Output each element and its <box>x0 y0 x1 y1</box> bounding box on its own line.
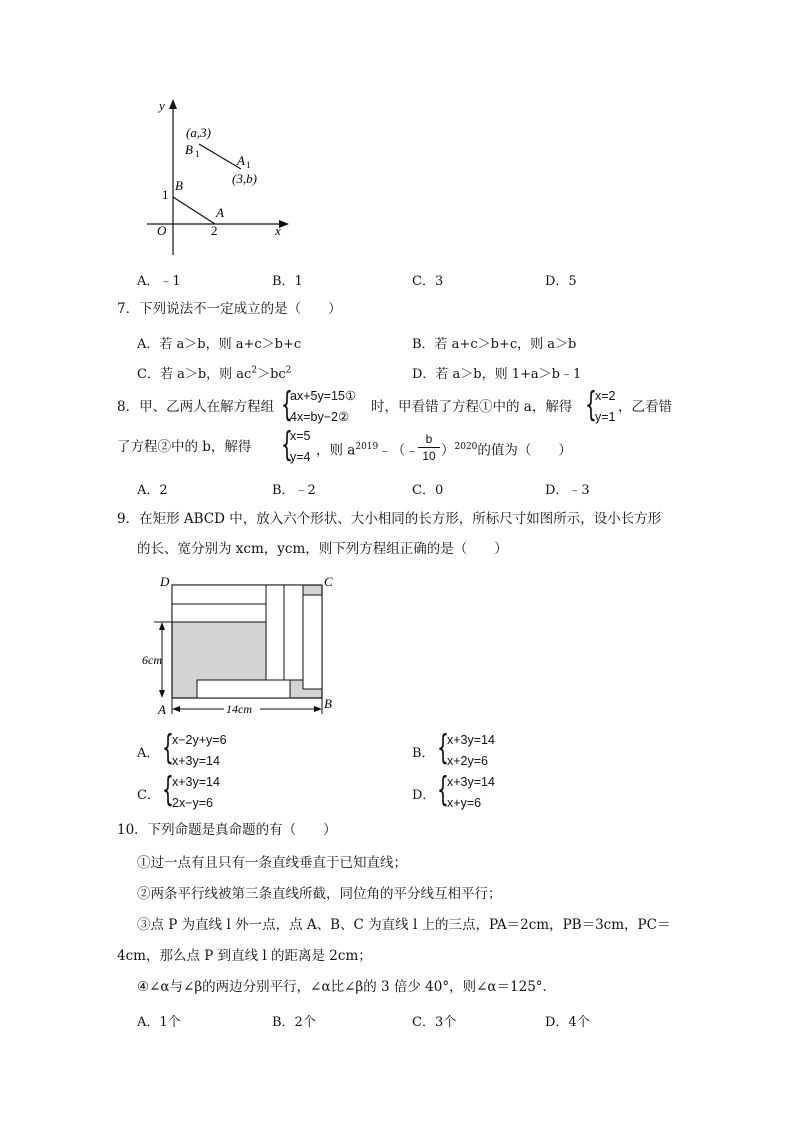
point-a1-subscript: 1 <box>246 160 251 170</box>
point-a3-label: (a,3) <box>186 125 211 140</box>
q7-option-c-mid: ＞bc <box>257 367 286 382</box>
q9-option-a-eq2: x+3y=14 <box>172 754 220 768</box>
q7-stem: 7．下列说法不一定成立的是（ ） <box>117 301 342 317</box>
q8-middle-text: 时，甲看错了方程①中的 a，解得 <box>371 399 573 415</box>
point-a1-label: A <box>237 153 245 168</box>
q6-option-a: A．﹣1 <box>137 274 181 289</box>
q8-equation-1: ax+5y=15① <box>290 389 357 403</box>
q9-option-d-eq1: x+3y=14 <box>447 775 495 789</box>
q8-line2-mid: ，则 a <box>316 442 356 459</box>
q7-option-c-text: C．若 a＞b，则 ac <box>137 367 252 382</box>
q8-option-b: B．﹣2 <box>272 483 316 498</box>
q7-option-d: D．若 a＞b，则 1+a＞b﹣1 <box>412 367 582 382</box>
q10-option-d: D．4个 <box>545 1015 590 1030</box>
q8-exponent-2019: 2019 <box>355 442 379 452</box>
point-b-label: B <box>175 178 183 193</box>
q8-fraction-denominator: 10 <box>422 449 436 463</box>
q9-option-c-label: C． <box>137 788 160 803</box>
q9-line-2: 的长、宽分别为 xcm，ycm，则下列方程组正确的是（ ） <box>137 541 508 557</box>
q9-option-c-eq1: x+3y=14 <box>172 775 220 789</box>
q10-statement-1: ①过一点有且只有一条直线垂直于已知直线； <box>137 855 407 871</box>
q9-option-d-eq2: x+y=6 <box>447 796 482 810</box>
q9-option-a-label: A． <box>137 746 160 761</box>
q10-statement-3-line-1: ③点 P 为直线 l 外一点，点 A、B、C 为直线 l 上的三点，PA＝2cm，PB＝3cm，PC＝ <box>137 917 671 933</box>
q8-minus-paren: ﹣（﹣ <box>378 442 419 459</box>
q8-solution1-brace: { <box>585 385 597 425</box>
q9-option-c-brace: { <box>162 770 174 810</box>
q7-option-c-sup2: 2 <box>285 365 292 376</box>
q9-option-a-eq1: x−2y+y=6 <box>172 733 227 747</box>
q9-option-a-brace: { <box>162 728 174 768</box>
q10-option-b: B．2个 <box>272 1015 316 1030</box>
width-14cm-label: 14cm <box>226 702 252 716</box>
q8-fraction-numerator: b <box>425 432 433 446</box>
q10-statement-2: ②两条平行线被第三条直线所截，同位角的平分线互相平行； <box>137 886 502 902</box>
q8-fraction <box>418 432 440 464</box>
q7-option-b: B．若 a+c＞b+c，则 a＞b <box>412 337 577 352</box>
q7-option-c-sup1: 2 <box>251 365 258 376</box>
q10-statement-4: ④∠α与∠β的两边分别平行，∠α比∠β的 3 倍少 40°，则∠α＝125°． <box>137 979 557 995</box>
tick-1-label: 1 <box>162 187 169 202</box>
q9-option-d-brace: { <box>437 770 449 810</box>
q6-option-b: B．1 <box>272 274 303 289</box>
q8-solution2-brace: { <box>281 425 293 465</box>
q8-solution2-x: x=5 <box>290 429 311 443</box>
q9-option-b-eq2: x+2y=6 <box>447 754 489 768</box>
coordinate-figure <box>135 95 295 260</box>
q8-equation-2: 4x=by−2② <box>290 410 350 424</box>
q8-option-c: C．0 <box>412 483 444 498</box>
q8-line2-end: 的值为（ ） <box>477 442 572 459</box>
q8-option-d: D．﹣3 <box>545 483 590 498</box>
q8-system-brace: { <box>281 385 293 425</box>
q9-option-b-eq1: x+3y=14 <box>447 733 495 747</box>
point-b1-subscript: 1 <box>195 149 200 159</box>
q8-expression-end <box>441 438 572 460</box>
x-axis-label: x <box>275 223 281 238</box>
q8-solution1-y: y=1 <box>595 410 616 424</box>
q8-expression <box>316 438 419 460</box>
q7-option-a: A．若 a＞b，则 a+c＞b+c <box>137 337 302 352</box>
q8-option-a: A．2 <box>137 483 168 498</box>
q9-option-d-label: D． <box>412 788 436 803</box>
q6-option-c: C．3 <box>412 274 444 289</box>
q7-option-c <box>137 363 291 382</box>
q8-prefix: 8．甲、乙两人在解方程组 <box>117 399 275 415</box>
vertex-d-label: D <box>160 574 170 589</box>
q8-solution1-x: x=2 <box>595 389 616 403</box>
q8-solution2-y: y=4 <box>290 450 311 464</box>
vertex-c-label: C <box>324 574 333 589</box>
rectangle-figure <box>138 572 348 720</box>
q6-option-d: D．5 <box>545 274 577 289</box>
q10-option-a: A．1个 <box>137 1015 181 1030</box>
q9-line-1: 9．在矩形 ABCD 中，放入六个形状、大小相同的长方形，所标尺寸如图所示，设小长方形 <box>117 511 662 527</box>
q9-option-b-label: B． <box>412 746 435 761</box>
point-b1-label: B <box>185 142 193 157</box>
point-3b-label: (3,b) <box>232 171 257 186</box>
y-axis-label: y <box>159 98 165 113</box>
origin-label: O <box>157 223 167 238</box>
q8-tail: ，乙看错 <box>618 399 672 415</box>
point-a-label: A <box>216 205 224 220</box>
q8-line2-prefix: 了方程②中的 b，解得 <box>117 439 252 455</box>
height-6cm-label: 6cm <box>142 653 162 667</box>
q8-close-paren: ） <box>441 442 455 459</box>
q10-option-c: C．3个 <box>412 1015 457 1030</box>
q10-stem: 10．下列命题是真命题的有（ ） <box>117 822 337 838</box>
q8-exponent-2020: 2020 <box>454 442 478 452</box>
q10-statement-3-line-2: 4cm，那么点 P 到直线 l 的距离是 2cm； <box>117 948 372 964</box>
vertex-a-label: A <box>158 702 166 717</box>
vertex-b-label: B <box>324 696 332 711</box>
q9-option-c-eq2: 2x−y=6 <box>172 796 214 810</box>
tick-2-label: 2 <box>211 223 218 238</box>
q9-option-b-brace: { <box>437 728 449 768</box>
